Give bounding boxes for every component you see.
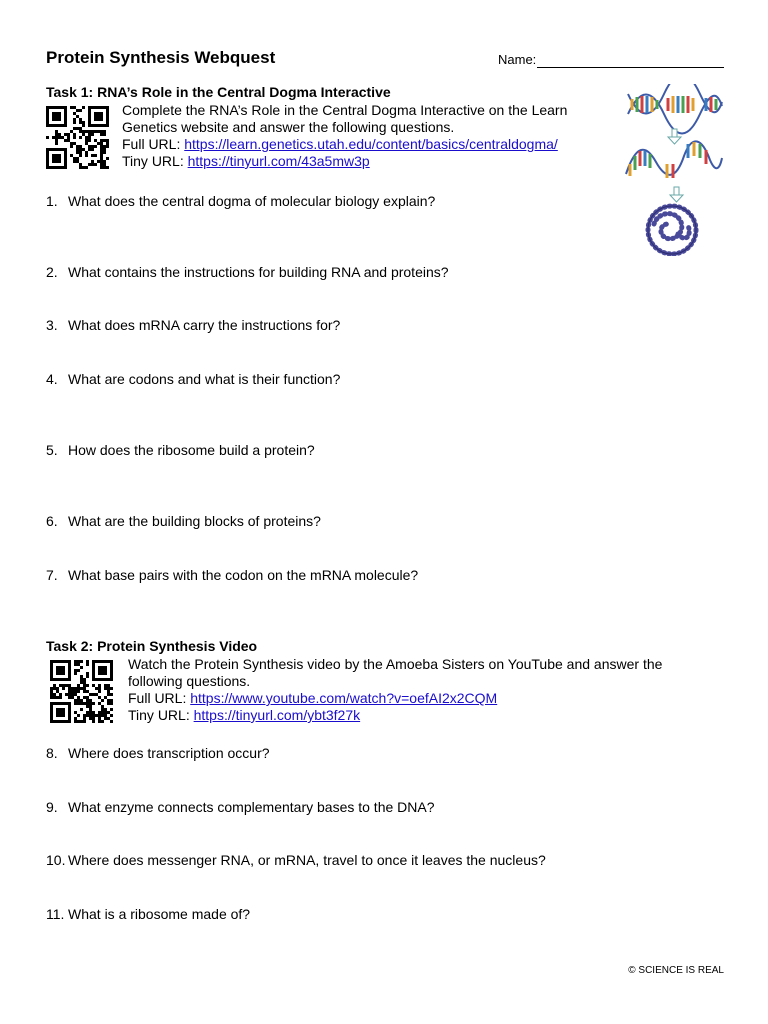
task1-intro-line2: Genetics website and answer the following questions. (122, 119, 455, 135)
arrow-down-icon (670, 187, 683, 202)
name-field-line[interactable] (537, 67, 724, 68)
name-label: Name: (498, 52, 537, 67)
task1-tiny-url-link[interactable]: https://tinyurl.com/43a5mw3p (187, 153, 370, 169)
task1-heading: Task 1: RNA’s Role in the Central Dogma Interactive (46, 84, 391, 100)
question-3: 3. What does mRNA carry the instructions for? (46, 317, 341, 333)
task1-tiny-url-row (122, 153, 567, 170)
question-11: 11. What is a ribosome made of? (46, 906, 251, 922)
question-2: 2. What contains the instructions for building RNA and proteins? (46, 264, 449, 280)
question-1: 1. What does the central dogma of molecular biology explain? (46, 193, 436, 209)
task2-full-url-link[interactable]: https://www.youtube.com/watch?v=oefAI2x2CQM (190, 690, 498, 706)
task2-tiny-url-link[interactable]: https://tinyurl.com/ybt3f27k (193, 707, 361, 723)
task2-heading: Task 2: Protein Synthesis Video (46, 638, 258, 654)
task2-qr-code-icon (50, 660, 113, 723)
question-9: 9. What enzyme connects complementary bases to the DNA? (46, 799, 435, 815)
question-4: 4. What are codons and what is their function? (46, 371, 341, 387)
task2-intro-line2: following questions. (128, 673, 251, 689)
rna-strand-icon (626, 141, 722, 178)
task2-intro (128, 656, 662, 724)
question-7: 7. What base pairs with the codon on the mRNA molecule? (46, 567, 419, 583)
question-5: 5. How does the ribosome build a protein? (46, 442, 315, 458)
task2-full-url-row (128, 690, 662, 707)
arrow-down-icon (668, 129, 681, 144)
task1-qr-code-icon (46, 106, 109, 169)
task1-full-url-label: Full URL: (122, 136, 185, 152)
page-title: Protein Synthesis Webquest (46, 48, 276, 67)
task2-tiny-url-row (128, 707, 662, 724)
task2-intro-line1: Watch the Protein Synthesis video by the Amoeba Sisters on YouTube and answer the (128, 656, 663, 672)
task1-full-url-row (122, 136, 567, 153)
copyright-footer: © SCIENCE IS REAL (628, 965, 724, 976)
task1-intro (122, 102, 567, 170)
task2-tiny-url-label: Tiny URL: (128, 707, 194, 723)
task1-tiny-url-label: Tiny URL: (122, 153, 188, 169)
question-8: 8. Where does transcription occur? (46, 745, 270, 761)
task1-full-url-link[interactable]: https://learn.genetics.utah.edu/content/basics/centraldogma/ (184, 136, 558, 152)
task2-full-url-label: Full URL: (128, 690, 191, 706)
question-10: 10. Where does messenger RNA, or mRNA, travel to once it leaves the nucleus? (46, 852, 546, 868)
central-dogma-illustration (622, 84, 726, 256)
dna-helix-icon (628, 84, 722, 134)
task1-intro-line1: Complete the RNA’s Role in the Central Dogma Interactive on the Learn (122, 102, 568, 118)
question-6: 6. What are the building blocks of proteins? (46, 513, 321, 529)
